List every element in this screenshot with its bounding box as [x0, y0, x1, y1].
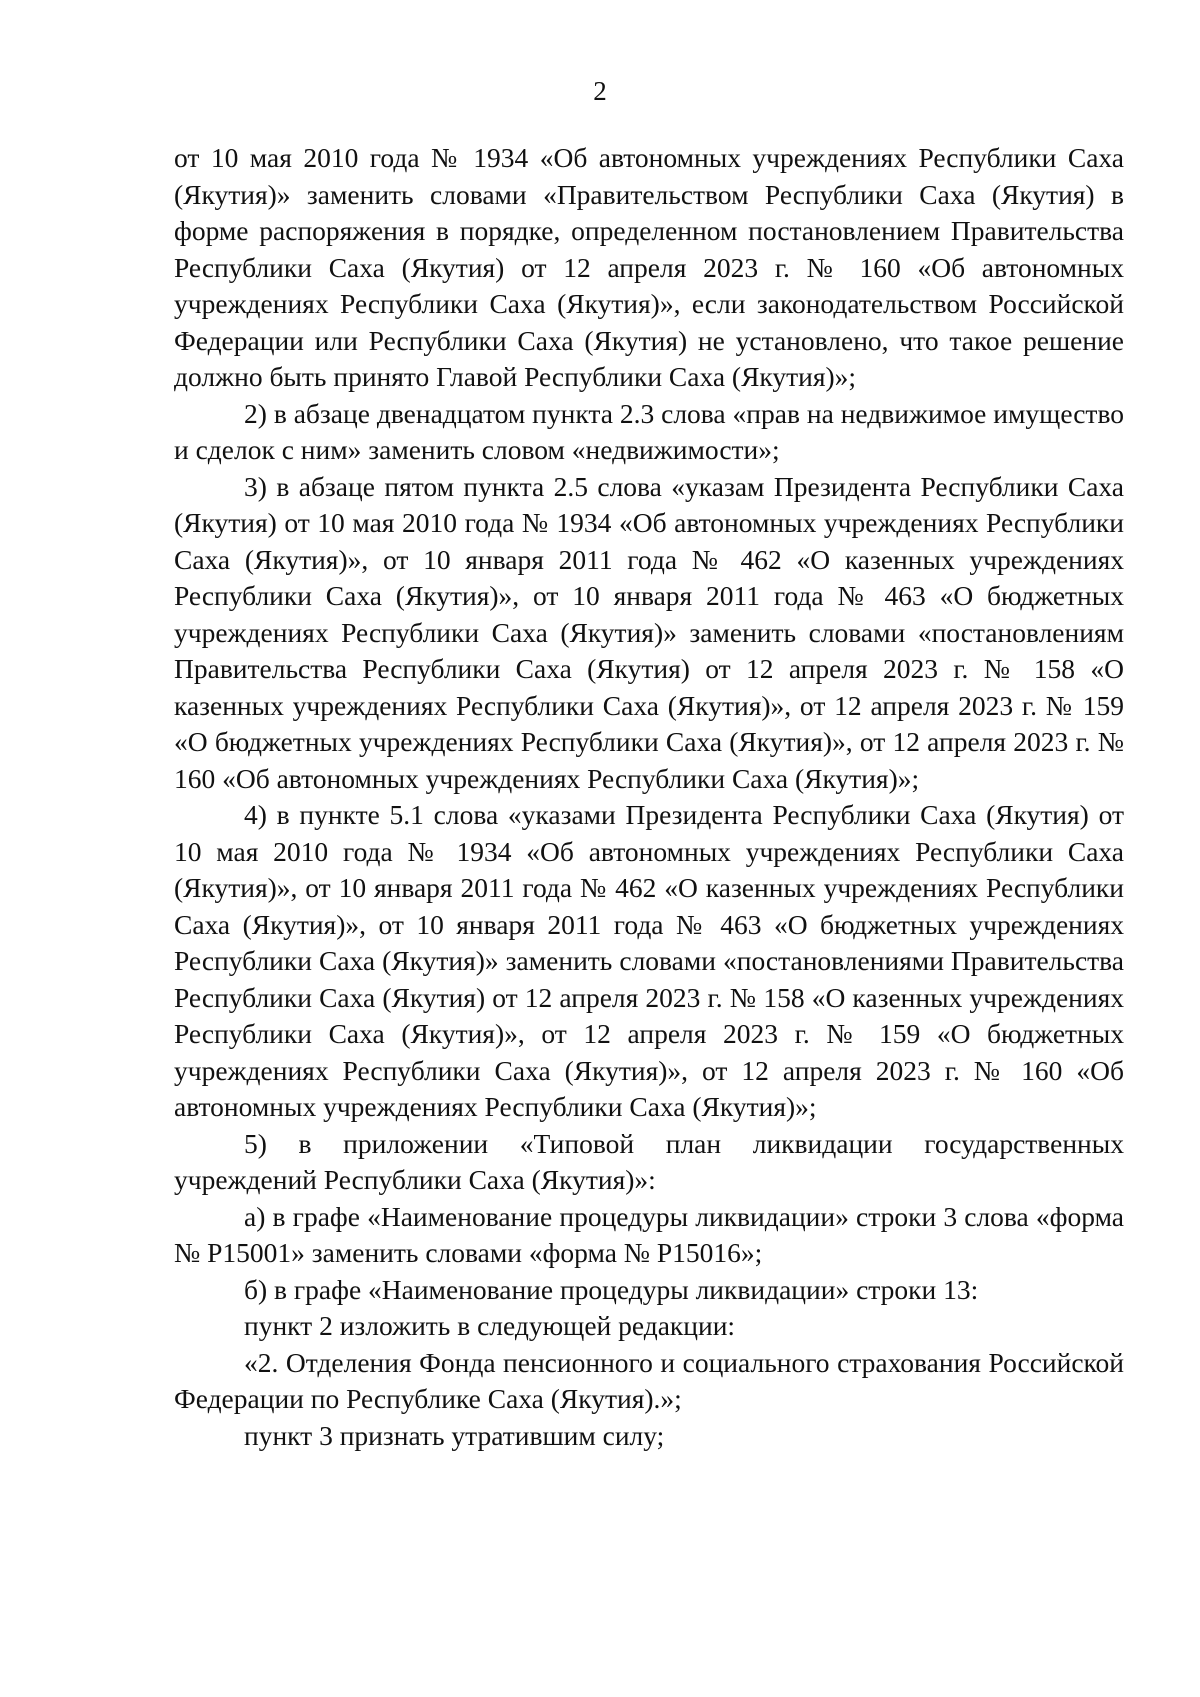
document-body: [174, 140, 1124, 1454]
paragraph-9: «2. Отделения Фонда пенсионного и социального страхования Российской Федерации по Республике Саха (Якутия).»;: [174, 1346, 1124, 1414]
paragraph-5: 5) в приложении «Типовой план ликвидации государственных учреждений Республики Саха (Якутия)»:: [174, 1127, 1124, 1195]
paragraph-8: пункт 2 изложить в следующей редакции:: [244, 1310, 736, 1341]
paragraph-1: от 10 мая 2010 года № 1934 «Об автономных учреждениях Республики Саха (Якутия)» заменить словами «Правительством Республики Саха (Якутия) в форме распоряжения в порядке, определенном постановлением Правительства Республики Саха (Якутия) от 12 апреля 2023 г. № 160 «Об автономных учреждениях Республики Саха (Якутия)», если законодательством Российской Федерации или Республики Саха (Якутия) не установлено, что такое решение должно быть принято Главой Республики Саха (Якутия)»;: [174, 142, 1124, 392]
paragraph-7: б) в графе «Наименование процедуры ликвидации» строки 13:: [244, 1273, 979, 1305]
paragraph-4: 4) в пункте 5.1 слова «указами Президента Республики Саха (Якутия) от 10 мая 2010 года № 1934 «Об автономных учреждениях Республики Саха (Якутия)», от 10 января 2011 года № 462 «О казенных учреждениях Республики Саха (Якутия)», от 10 января 2011 года № 463 «О бюджетных учреждениях Республики Саха (Якутия)» заменить словами «постановлениями Правительства Республики Саха (Якутия) от 12 апреля 2023 г. № 158 «О казенных учреждениях Республики Саха (Якутия)», от 12 апреля 2023 г. № 159 «О бюджетных учреждениях Республики Саха (Якутия)», от 12 апреля 2023 г. № 160 «Об автономных учреждениях Республики Саха (Якутия)»;: [174, 799, 1124, 1122]
paragraph-10: пункт 3 признать утратившим силу;: [244, 1419, 665, 1451]
paragraph-6: а) в графе «Наименование процедуры ликвидации» строки 3 слова «форма № Р15001» заменить словами «форма № Р15016»;: [174, 1200, 1124, 1268]
paragraph-3: 3) в абзаце пятом пункта 2.5 слова «указам Президента Республики Саха (Якутия) от 10 мая 2010 года № 1934 «Об автономных учреждениях Республики Саха (Якутия)», от 10 января 2011 года № 462 «О казенных учреждениях Республики Саха (Якутия)», от 10 января 2011 года № 463 «О бюджетных учреждениях Республики Саха (Якутия)» заменить словами «постановлениям Правительства Республики Саха (Якутия) от 12 апреля 2023 г. № 158 «О казенных учреждениях Республики Саха (Якутия)», от 12 апреля 2023 г. № 159 «О бюджетных учреждениях Республики Саха (Якутия)», от 12 апреля 2023 г. № 160 «Об автономных учреждениях Республики Саха (Якутия)»;: [174, 470, 1124, 794]
page-number: 2: [593, 76, 607, 106]
paragraph-2: 2) в абзаце двенадцатом пункта 2.3 слова «прав на недвижимое имущество и сделок с ним» заменить словом «недвижимости»;: [174, 397, 1124, 465]
